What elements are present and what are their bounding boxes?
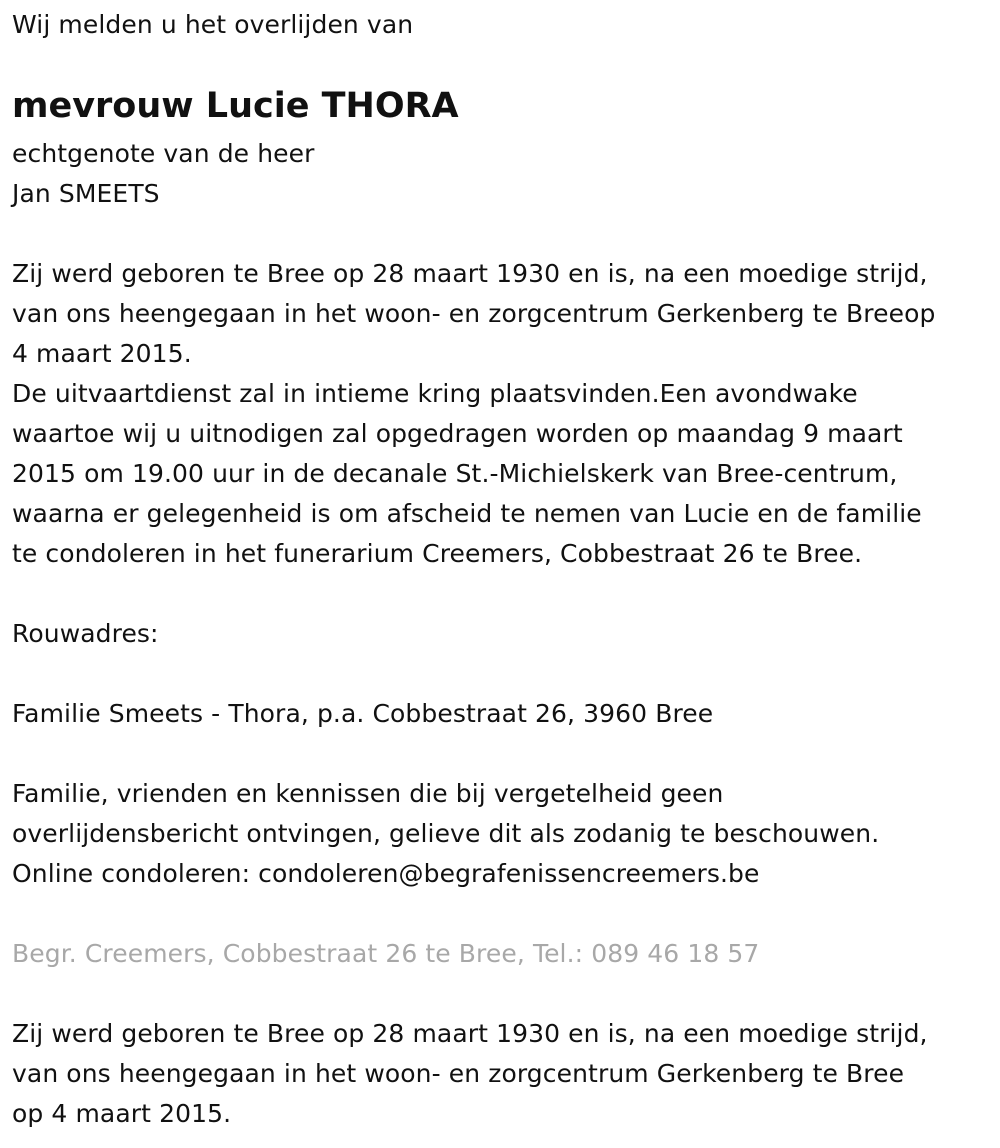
body-line: 4 maart 2015.	[12, 339, 192, 368]
mourning-address-label: Rouwadres:	[12, 619, 159, 648]
body-line: 2015 om 19.00 uur in de decanale St.-Michielskerk van Bree-centrum,	[12, 459, 898, 488]
notice-line: overlijdensbericht ontvingen, gelieve dit als zodanig te beschouwen.	[12, 819, 880, 848]
spouse-name: Jan SMEETS	[12, 179, 160, 208]
body-line: waarna er gelegenheid is om afscheid te nemen van Lucie en de familie	[12, 499, 922, 528]
deceased-name: mevrouw Lucie THORA	[12, 86, 459, 126]
body-line: op 4 maart 2015.	[12, 1099, 232, 1128]
body-line: van ons heengegaan in het woon- en zorgcentrum Gerkenberg te Breeop	[12, 299, 936, 328]
body-line: van ons heengegaan in het woon- en zorgcentrum Gerkenberg te Bree	[12, 1059, 905, 1088]
body-line: Zij werd geboren te Bree op 28 maart 1930 en is, na een moedige strijd,	[12, 259, 928, 288]
mourning-address: Familie Smeets - Thora, p.a. Cobbestraat 26, 3960 Bree	[12, 699, 714, 728]
intro-text: Wij melden u het overlijden van	[12, 10, 414, 39]
body-line: waartoe wij u uitnodigen zal opgedragen worden op maandag 9 maart	[12, 419, 903, 448]
body-line: De uitvaartdienst zal in intieme kring plaatsvinden.Een avondwake	[12, 379, 858, 408]
spouse-label: echtgenote van de heer	[12, 139, 315, 168]
online-condolence-line: Online condoleren: condoleren@begrafenissencreemers.be	[12, 859, 760, 888]
body-line: te condoleren in het funerarium Creemers, Cobbestraat 26 te Bree.	[12, 539, 863, 568]
funeral-home-footer: Begr. Creemers, Cobbestraat 26 te Bree, Tel.: 089 46 18 57	[12, 939, 760, 968]
body-line: Zij werd geboren te Bree op 28 maart 1930 en is, na een moedige strijd,	[12, 1019, 928, 1048]
notice-line: Familie, vrienden en kennissen die bij vergetelheid geen	[12, 779, 724, 808]
